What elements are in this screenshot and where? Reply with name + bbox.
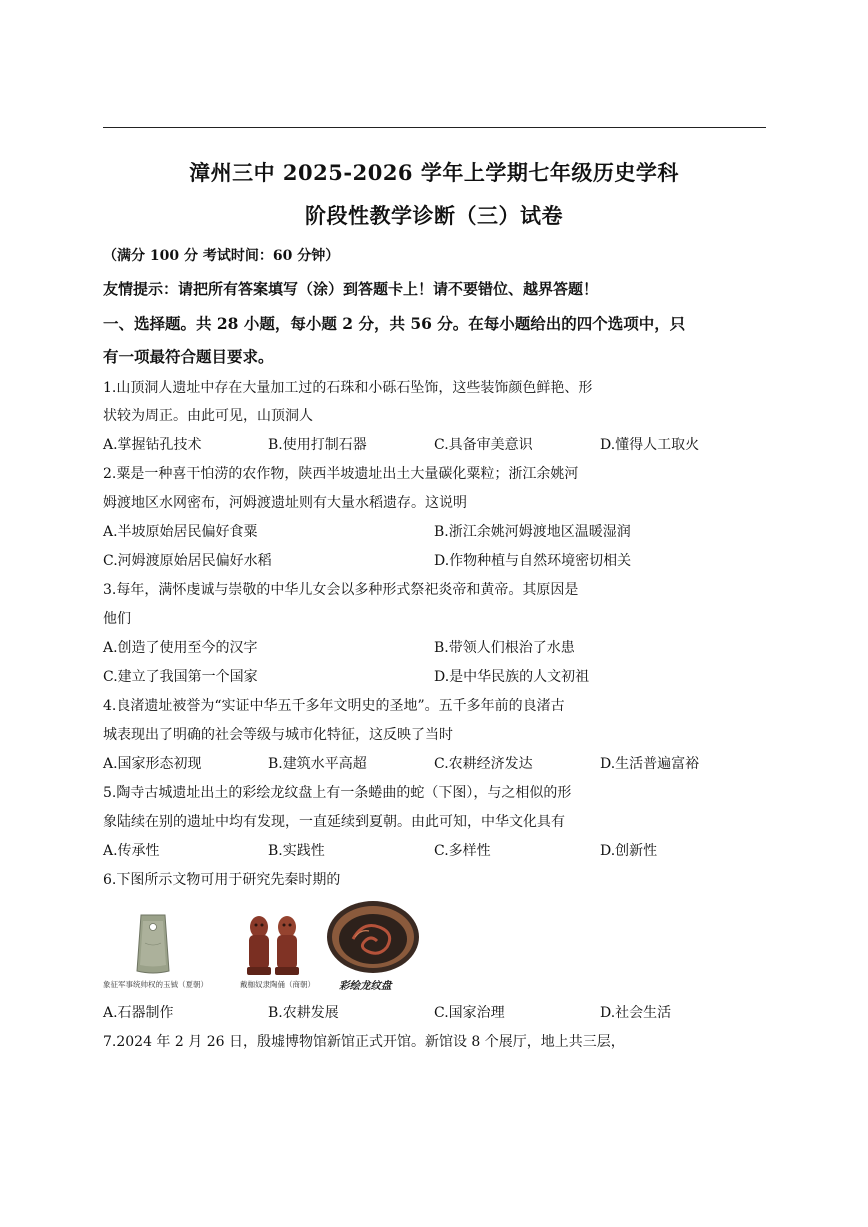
question-4-stem-line1: 4.良渚遗址被誉为“实证中华五千多年文明史的圣地”。五千多年前的良渚古 <box>103 698 565 714</box>
question-5-option-a: A.传承性 <box>103 843 160 859</box>
question-1-stem-line1: 1.山顶洞人遗址中存在大量加工过的石珠和小砾石坠饰，这些装饰颜色鲜艳、形 <box>103 380 593 396</box>
question-5-option-c: C.多样性 <box>434 843 491 859</box>
dragon-plate-caption: 彩绘龙纹盘 <box>339 980 392 992</box>
jade-yue-caption: 象征军事统帅权的玉钺（夏朝） <box>103 980 208 989</box>
question-5-stem-line2: 象陆续在别的遗址中均有发现，一直延续到夏朝。由此可知，中华文化具有 <box>103 814 565 830</box>
question-4-option-a: A.国家形态初现 <box>103 756 202 772</box>
question-2-option-b: B.浙江余姚河姆渡地区温暖湿润 <box>434 524 631 540</box>
question-4-stem-line2: 城表现出了明确的社会等级与城市化特征，这反映了当时 <box>103 727 453 743</box>
dragon-plate-image <box>325 897 421 977</box>
question-2-option-c: C.河姆渡原始居民偏好水稻 <box>103 553 272 569</box>
header-rule <box>103 127 766 128</box>
exam-title-line2: 阶段性教学诊断（三）试卷 <box>305 203 563 228</box>
slave-figurines-image <box>243 913 303 977</box>
question-5-stem-line1: 5.陶寺古城遗址出土的彩绘龙纹盘上有一条蜷曲的蛇（下图），与之相似的形 <box>103 785 572 801</box>
question-6-artifact-images <box>103 893 433 993</box>
question-2-stem-line1: 2.粟是一种喜干怕涝的农作物，陕西半坡遗址出土大量碳化粟粒；浙江余姚河 <box>103 466 579 482</box>
exam-meta: （满分 100 分 考试时间：60 分钟） <box>103 248 340 264</box>
question-1-stem-line2: 状较为周正。由此可见，山顶洞人 <box>103 408 313 424</box>
question-5-option-b: B.实践性 <box>268 843 325 859</box>
question-4-option-c: C.农耕经济发达 <box>434 756 533 772</box>
question-1-option-a: A.掌握钻孔技术 <box>103 437 202 453</box>
question-3-stem-line1: 3.每年，满怀虔诚与崇敬的中华儿女会以多种形式祭祀炎帝和黄帝。其原因是 <box>103 582 579 598</box>
friendly-tip: 友情提示：请把所有答案填写（涂）到答题卡上！请不要错位、越界答题！ <box>103 280 599 298</box>
question-6-option-b: B.农耕发展 <box>268 1005 339 1021</box>
question-4-option-d: D.生活普遍富裕 <box>600 756 700 772</box>
question-3-option-c: C.建立了我国第一个国家 <box>103 669 258 685</box>
question-6-option-c: C.国家治理 <box>434 1005 505 1021</box>
question-2-stem-line2: 姆渡地区水网密布，河姆渡遗址则有大量水稻遗存。这说明 <box>103 495 467 511</box>
exam-title-line1: 漳州三中 2025-2026 学年上学期七年级历史学科 <box>189 160 679 185</box>
question-1-option-b: B.使用打制石器 <box>268 437 367 453</box>
question-2-option-d: D.作物种植与自然环境密切相关 <box>434 553 632 569</box>
slave-figurines-caption: 戴枷奴隶陶俑（商朝） <box>240 980 315 989</box>
jade-yue-image <box>133 913 173 975</box>
question-7-stem-line1: 7.2024 年 2 月 26 日，殷墟博物馆新馆正式开馆。新馆设 8 个展厅，地上共三层， <box>103 1034 625 1050</box>
question-3-option-a: A.创造了使用至今的汉字 <box>103 640 258 656</box>
question-6-stem: 6.下图所示文物可用于研究先秦时期的 <box>103 872 341 888</box>
section-heading-line1: 一、选择题。共 28 小题，每小题 2 分，共 56 分。在每小题给出的四个选项中，只 <box>103 314 686 333</box>
question-3-stem-line2: 他们 <box>103 611 131 627</box>
question-6-option-d: D.社会生活 <box>600 1005 672 1021</box>
question-6-option-a: A.石器制作 <box>103 1005 174 1021</box>
question-4-option-b: B.建筑水平高超 <box>268 756 367 772</box>
question-1-option-d: D.懂得人工取火 <box>600 437 700 453</box>
question-5-option-d: D.创新性 <box>600 843 658 859</box>
question-2-option-a: A.半坡原始居民偏好食粟 <box>103 524 258 540</box>
question-3-option-b: B.带领人们根治了水患 <box>434 640 575 656</box>
section-heading-line2: 有一项最符合题目要求。 <box>103 347 274 366</box>
question-3-option-d: D.是中华民族的人文初祖 <box>434 669 590 685</box>
question-1-option-c: C.具备审美意识 <box>434 437 533 453</box>
